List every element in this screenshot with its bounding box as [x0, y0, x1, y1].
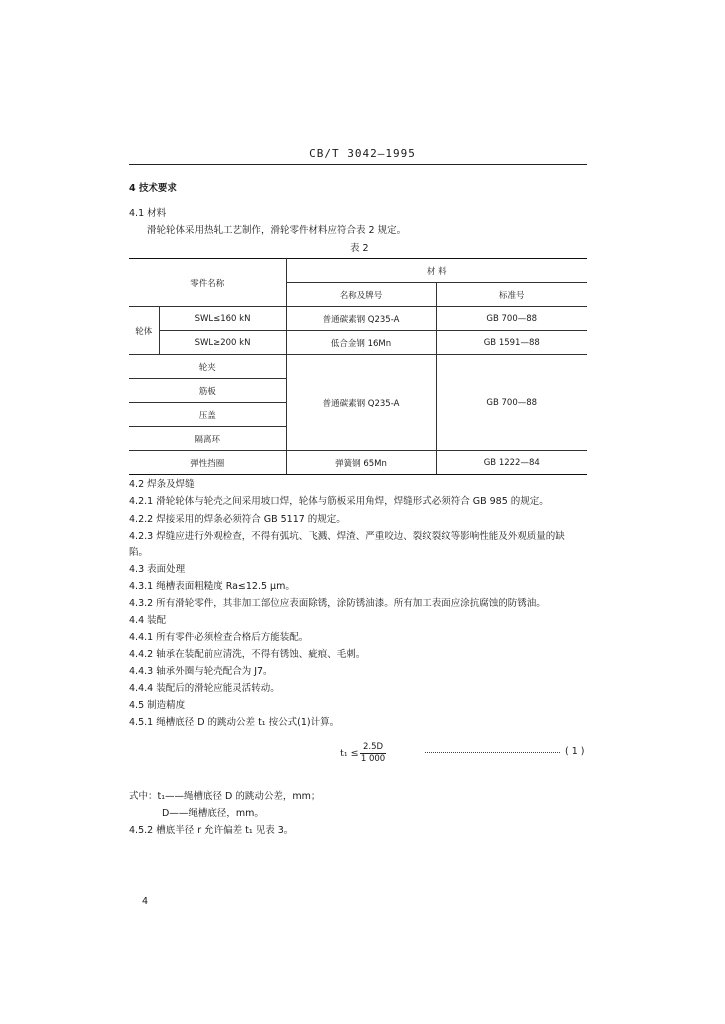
- header-standard: 标准号: [436, 283, 587, 307]
- material-grade: 弹簧钢 65Mn: [286, 451, 436, 475]
- section-4-3-2: 4.3.2 所有滑轮零件，其非加工部位应表面除锈，涂防锈油漆。所有加工表面应涂抗腐蚀的防锈油。: [129, 598, 546, 609]
- material-standard-merged: GB 700—88: [436, 355, 587, 451]
- section-4-4-2: 4.4.2 轴承在装配前应清洗，不得有锈蚀、疵痕、毛刺。: [129, 649, 366, 660]
- part-name: SWL≥200 kN: [159, 331, 286, 355]
- table-row: [129, 331, 587, 355]
- section-4-4-1: 4.4.1 所有零件必须检查合格后方能装配。: [129, 632, 309, 643]
- formula-where-2: D——绳槽底径，mm。: [162, 808, 264, 819]
- material-standard: GB 700—88: [436, 307, 587, 331]
- formula-number: ( 1 ): [565, 746, 585, 757]
- materials-table: [129, 258, 587, 475]
- header-part-name: 零件名称: [129, 259, 286, 307]
- page-number: 4: [142, 896, 149, 907]
- formula-fraction: [360, 742, 386, 765]
- part-name: 隔离环: [129, 427, 286, 451]
- formula-denominator: 1 000: [360, 754, 386, 764]
- section-4-4-3: 4.4.3 轴承外圈与轮壳配合为 J7。: [129, 666, 273, 677]
- section-4-1-text: 滑轮轮体采用热轧工艺制作，滑轮零件材料应符合表 2 规定。: [147, 225, 407, 236]
- material-grade-merged: 普通碳素钢 Q235-A: [286, 355, 436, 451]
- material-grade: 低合金钢 16Mn: [286, 331, 436, 355]
- table-row: [129, 307, 587, 331]
- section-4-2-1: 4.2.1 滑轮轮体与轮壳之间采用坡口焊，轮体与筋板采用角焊，焊缝形式必须符合 GB 985 的规定。: [129, 496, 549, 507]
- part-name: 筋板: [129, 379, 286, 403]
- formula-where-1: 式中：t₁——绳槽底径 D 的跳动公差，mm；: [129, 791, 321, 802]
- section-4-4-4: 4.4.4 装配后的滑轮应能灵活转动。: [129, 683, 280, 694]
- part-name: 弹性挡圈: [129, 451, 286, 475]
- header-rule: [129, 164, 587, 165]
- table-row: [129, 451, 587, 475]
- section-4-2-3-cont: 陷。: [129, 547, 149, 558]
- standard-code: CB/T 3042—1995: [309, 147, 416, 160]
- formula-leader-dots: [425, 752, 560, 753]
- part-name: SWL≤160 kN: [159, 307, 286, 331]
- section-4-5-title: 4.5 制造精度: [129, 700, 186, 711]
- section-4-5-2: 4.5.2 槽底半径 r 允许偏差 t₁ 见表 3。: [129, 825, 294, 836]
- formula-lhs: t₁ ≤: [340, 748, 359, 759]
- wheel-body-label: 轮体: [129, 307, 159, 355]
- material-grade: 普通碳素钢 Q235-A: [286, 307, 436, 331]
- header-grade: 名称及牌号: [286, 283, 436, 307]
- section-4-title: 4 技术要求: [129, 183, 177, 194]
- formula-numerator: 2.5D: [360, 742, 386, 754]
- section-4-3-1: 4.3.1 绳槽表面粗糙度 Ra≤12.5 μm。: [129, 581, 295, 592]
- section-4-2-title: 4.2 焊条及焊缝: [129, 479, 195, 490]
- material-standard: GB 1591—88: [436, 331, 587, 355]
- part-name: 轮夹: [129, 355, 286, 379]
- table-2-caption: 表 2: [350, 243, 369, 254]
- header-material: 材 料: [286, 259, 587, 283]
- material-standard: GB 1222—84: [436, 451, 587, 475]
- table-row: [129, 355, 587, 379]
- section-4-1-title: 4.1 材料: [129, 208, 167, 219]
- section-4-5-1: 4.5.1 绳槽底径 D 的跳动公差 t₁ 按公式(1)计算。: [129, 717, 340, 728]
- part-name: 压盖: [129, 403, 286, 427]
- section-4-3-title: 4.3 表面处理: [129, 564, 186, 575]
- section-4-2-3: 4.2.3 焊缝应进行外观检查，不得有弧坑、飞溅、焊渣、严重咬边、裂纹裂纹等影响性能及外观质量的缺: [129, 531, 565, 542]
- section-4-4-title: 4.4 装配: [129, 615, 167, 626]
- section-4-2-2: 4.2.2 焊接采用的焊条必须符合 GB 5117 的规定。: [129, 514, 346, 525]
